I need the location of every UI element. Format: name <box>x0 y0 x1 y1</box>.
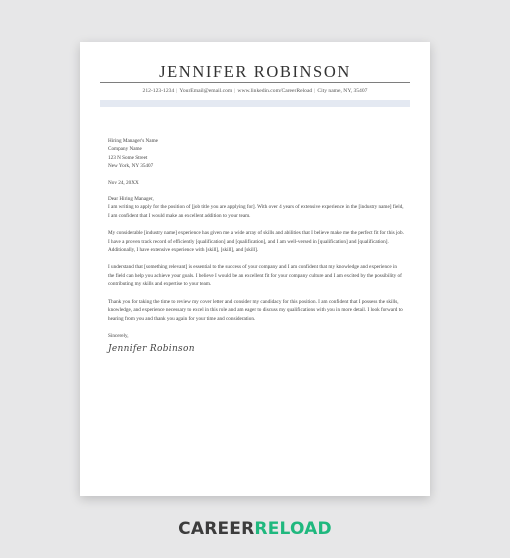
recipient-city: New York, NY 35407 <box>108 163 154 170</box>
recipient-company: Company Name <box>108 146 142 153</box>
salutation: Dear Hiring Manager, <box>108 196 154 203</box>
contact-location: City name, NY, 35407 <box>317 88 368 94</box>
contact-website: www.linkedin.com/CareerReload <box>237 88 313 94</box>
cover-letter-page <box>80 42 430 496</box>
recipient-street: 123 N Some Street <box>108 154 148 161</box>
contact-phone: 212-123-1234 <box>142 88 175 94</box>
recipient-name: Hiring Manager's Name <box>108 138 158 144</box>
paragraph-3: I understand that [something relevant] is essential to the success of your company and I am confident that my knowledge and experience in the field can help you achieve your goals. I believe I would be an excellent fit for your company culture and I am excited by the possibility of contributing my skills and expertise to your team. <box>108 264 402 288</box>
letter-date: Nov 24, 20XX <box>108 179 139 186</box>
closing: Sincerely, <box>108 332 129 339</box>
contact-separator: | <box>234 88 236 94</box>
paragraph-4: Thank you for taking the time to review my cover letter and consider my candidacy for this position. I am confident that I possess the skills, knowledge, and experience necessary to excel in this role and am eager to discuss my qualifications with you in more detail. I look forward to hearing from you and thank you again for your time and consideration. <box>108 298 403 322</box>
brand-logo-part1: CAREER <box>178 519 255 539</box>
paragraph-1: I am writing to apply for the position of [job title you are applying for]. With over 4 years of extensive experience in the [industry name] field, I am confident that I would make an excellent addition to your team. <box>108 204 404 219</box>
signature: Jennifer Robinson <box>108 344 195 355</box>
letter-body <box>108 137 404 354</box>
contact-separator: | <box>176 88 178 94</box>
brand-logo <box>0 519 510 539</box>
brand-logo-part2: RELOAD <box>254 519 332 539</box>
contact-separator: | <box>314 88 316 94</box>
header-accent-band <box>100 100 410 107</box>
header-divider <box>100 82 410 83</box>
paragraph-2: My considerable [industry name] experience has given me a wide array of skills and abilities that I believe make me the perfect fit for this job. I have a proven track record of efficiently [qualification] and [qualification], and I am well-versed in [qualification] and [qualification]. Additionally, I have extensive experience with [skill], [skill], and [skill]. <box>108 230 404 254</box>
applicant-name: JENNIFER ROBINSON <box>159 62 351 81</box>
contact-email: YourEmail@email.com <box>179 88 233 94</box>
contact-line <box>80 88 430 94</box>
